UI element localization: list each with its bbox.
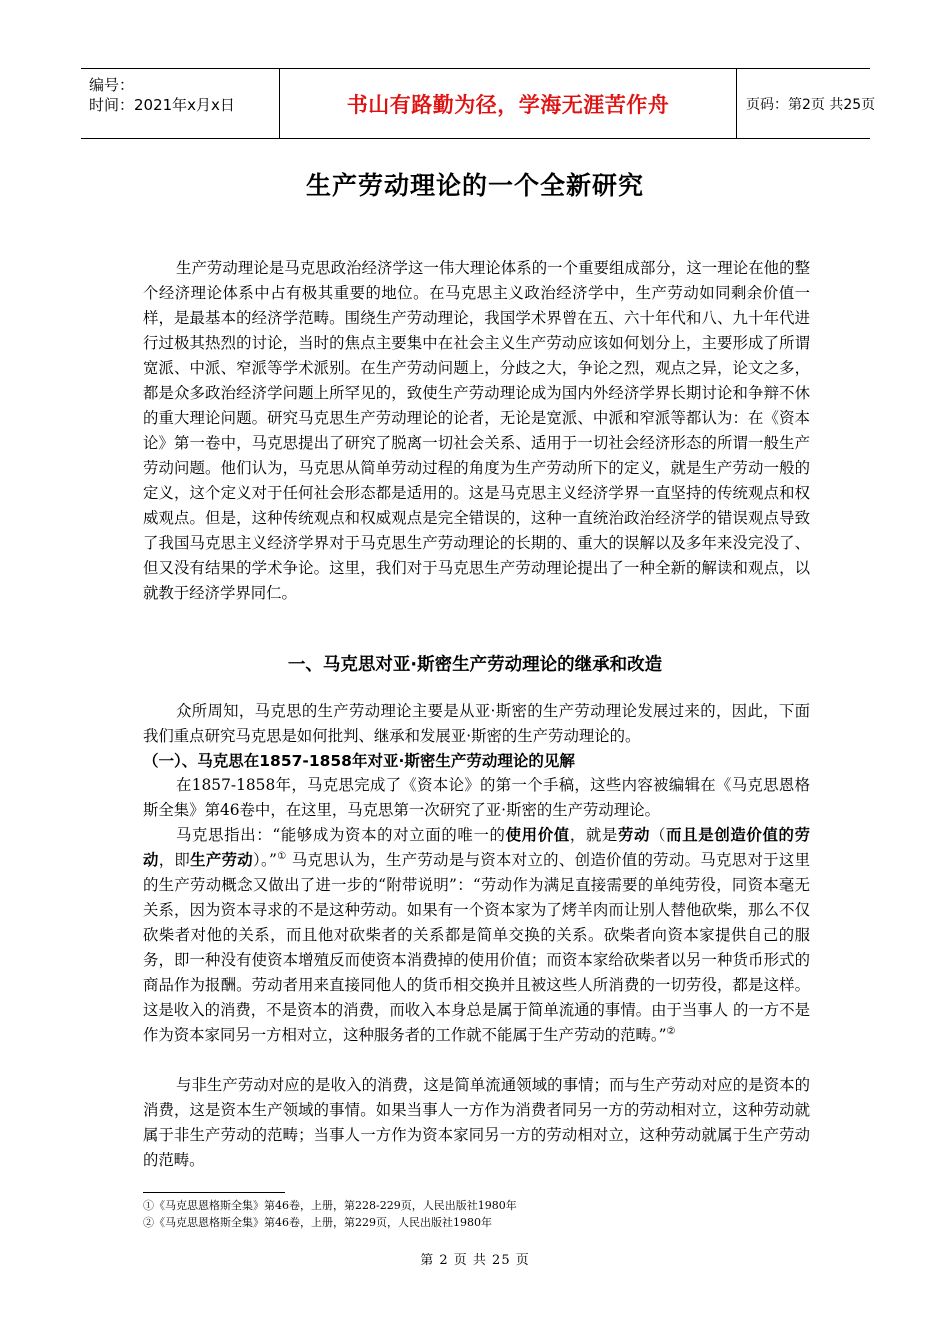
time-label: 时间：2021年x月x日 xyxy=(89,96,235,114)
quote-text: ，就是 xyxy=(569,826,618,844)
quote-text: 马克思指出：“能够成为资本的对立面的唯一的 xyxy=(176,826,506,844)
intro-paragraph: 生产劳动理论是马克思政治经济学这一伟大理论体系的一个重要组成部分，这一理论在他的整个经济理论体系中占有极其重要的地位。在马克思主义政治经济学中，生产劳动如同剩余价值一样，是最基本的经济学范畴。围绕生产劳动理论，我国学术界曾在五、六十年代和八、九十年代进行过极其热烈的讨论，当时的焦点主要集中在社会主义生产劳动应该如何划分上，主要形成了所谓宽派、中派、窄派等学术派别。在生产劳动问题上，分歧之大，争论之烈，观点之异，论文之多，都是众多政治经济学问题上所罕见的，致使生产劳动理论成为国内外经济学界长期讨论和争辩不休的重大理论问题。研究马克思生产劳动理论的论者，无论是宽派、中派和窄派等都认为：在《资本论》第一卷中，马克思提出了研究了脱离一切社会关系、适用于一切社会经济形态的所谓一般生产劳动问题。他们认为，马克思从简单劳动过程的角度为生产劳动所下的定义，就是生产劳动一般的定义，这个定义对于任何社会形态都是适用的。这是马克思主义经济学界一直坚持的传统观点和权威观点。但是，这种传统观点和权威观点是完全错误的，这种一直统治政治经济学的错误观点导致了我国马克思主义经济学界对于马克思生产劳动理论的长期的、重大的误解以及多年来没完没了、但又没有结果的学术争论。这里，我们对于马克思生产劳动理论提出了一种全新的解读和观点，以就教于经济学界同仁。 xyxy=(143,259,810,602)
page-info: 页码：第2页 共25页 xyxy=(746,96,876,113)
document-title: 生产劳动理论的一个全新研究 xyxy=(305,171,644,200)
number-label: 编号： xyxy=(89,76,135,94)
quote-paragraph xyxy=(143,823,810,1048)
header-table xyxy=(81,68,876,139)
footnote-2: ②《马克思恩格斯全集》第46卷，上册，第229页，人民出版社1980年 xyxy=(143,1216,492,1229)
quote-text: ）。” xyxy=(253,851,277,869)
quote-text: ，即 xyxy=(158,851,191,869)
footnote-ref[interactable]: ① xyxy=(276,851,287,862)
footnote-ref[interactable]: ② xyxy=(666,1026,676,1037)
bold-term: 而且是创造价值的劳动 xyxy=(143,826,810,869)
header-meta-cell xyxy=(81,69,280,138)
section-intro-paragraph: 众所周知，马克思的生产劳动理论主要是从亚·斯密的生产劳动理论发展过来的，因此，下面我们重点研究马克思是如何批判、继承和发展亚·斯密的生产劳动理论的。 xyxy=(143,702,810,745)
bold-term: 使用价值 xyxy=(505,826,570,844)
subsection-heading: （一）、马克思在1857-1858年对亚·斯密生产劳动理论的见解 xyxy=(143,752,575,770)
paragraph-1857: 在1857-1858年，马克思完成了《资本论》的第一个手稿，这些内容被编辑在《马克思恩格斯全集》第46卷中，在这里，马克思第一次研究了亚·斯密的生产劳动理论。 xyxy=(143,776,810,819)
closing-paragraph: 与非生产劳动对应的是收入的消费，这是简单流通领域的事情；而与生产劳动对应的是资本的消费，这是资本生产领域的事情。如果当事人一方作为消费者同另一方的劳动相对立，这种劳动就属于非生产劳动的范畴；当事人一方作为资本家同另一方的劳动相对立，这种劳动就属于生产劳动的范畴。 xyxy=(143,1076,810,1169)
page-footer: 第 2 页 共 25 页 xyxy=(420,1253,530,1268)
footnote-divider xyxy=(143,1192,285,1193)
section-heading: 一、马克思对亚·斯密生产劳动理论的继承和改造 xyxy=(287,655,663,675)
motto: 书山有路勤为径，学海无涯苦作舟 xyxy=(280,69,737,138)
bold-term: 劳动 xyxy=(617,826,651,844)
footnote-1: ①《马克思恩格斯全集》第46卷，上册，第228-229页，人民出版社1980年 xyxy=(143,1199,517,1212)
bold-term: 生产劳动 xyxy=(190,851,254,869)
quote-text: 马克思认为，生产劳动是与资本对立的、创造价值的劳动。马克思对于这里的生产劳动概念又做出了进一步的“附带说明”：“劳动作为满足直接需要的单纯劳役，同资本毫无关系，因为资本寻求的不是这种劳动。如果有一个资本家为了烤羊肉而让别人替他砍柴，那么不仅砍柴者对他的关系，而且他对砍柴者的关系都是简单交换的关系。砍柴者向资本家提供自己的服务，即一种没有使资本增殖反而使资本消费掉的使用价值；而资本家给砍柴者以另一种货币形式的商品作为报酬。劳动者用来直接同他人的货币相交换并且被这些人所消费的一切劳役，都是这样。这是收入的消费，不是资本的消费，而收入本身总是属于简单流通的事情。由于当事人 的一方不是作为资本家同另一方相对立，这种服务者的工作就不能属于生产劳动的范畴。” xyxy=(143,851,810,1044)
quote-text: （ xyxy=(650,826,667,844)
